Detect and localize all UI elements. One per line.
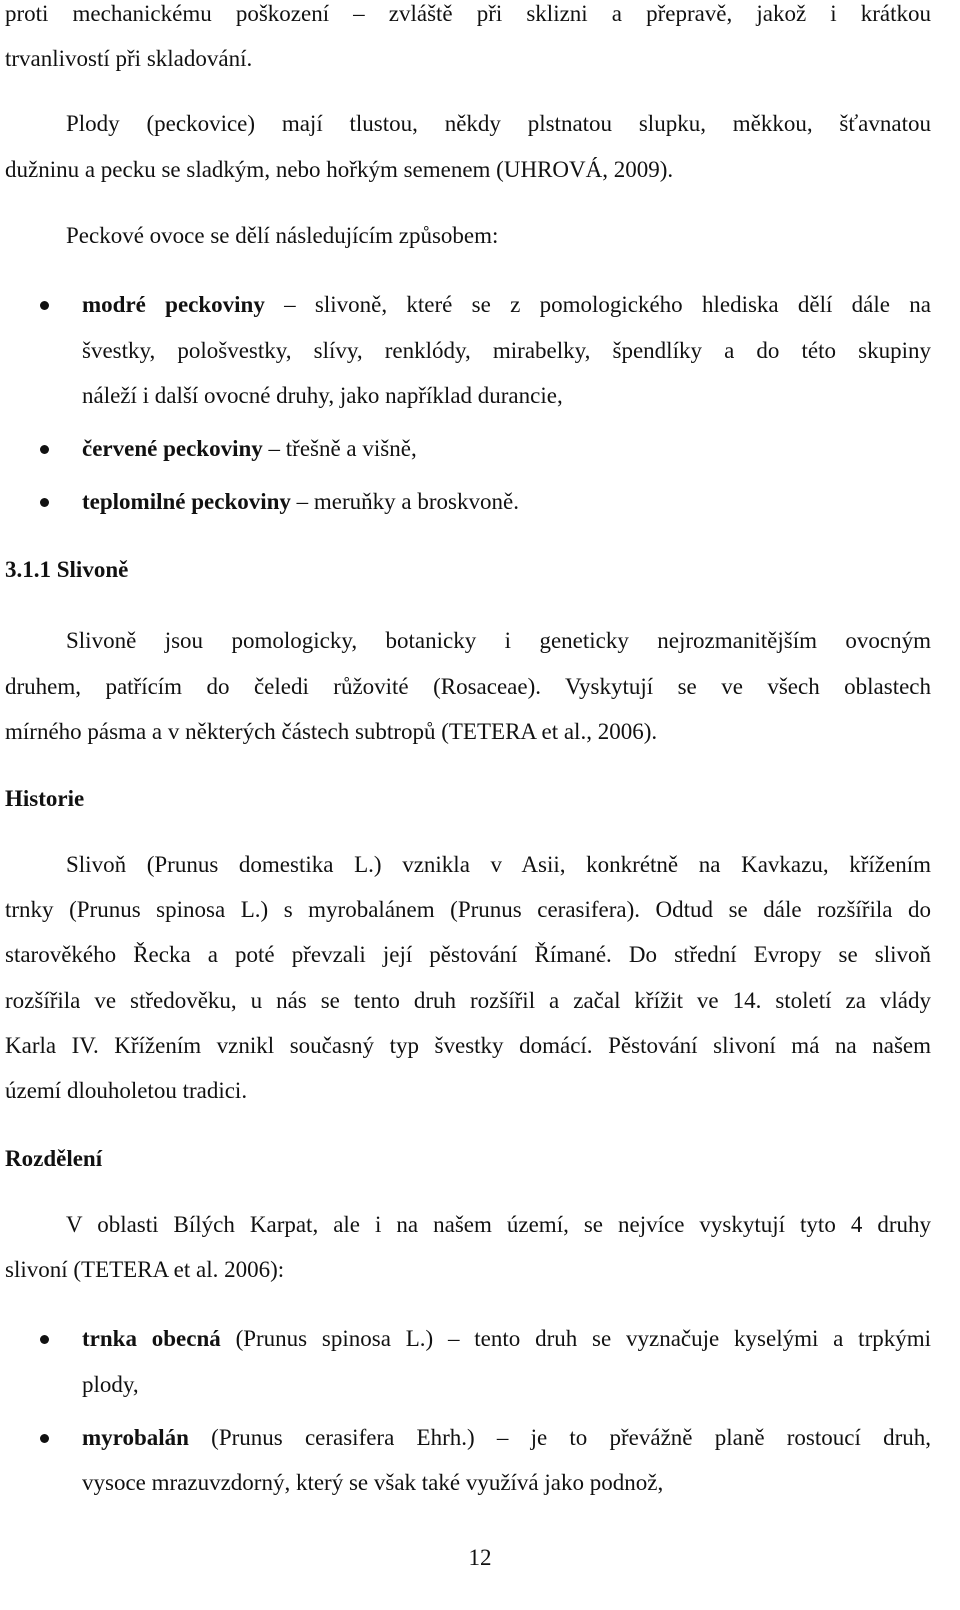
section-heading: 3.1.1 Slivoně <box>5 557 129 582</box>
list-text: – meruňky a broskvoně. <box>290 489 519 514</box>
bullet-icon <box>40 1434 49 1443</box>
list-item <box>82 1325 931 1353</box>
list-item <box>82 291 931 319</box>
list-text: – slivoně, které se z pomologického hlediska dělí dále na <box>264 292 931 317</box>
subheading-historie: Historie <box>5 786 85 811</box>
paragraph-line: rozšířila ve středověku, u nás se tento druh rozšířil a začal křížit ve 14. století za vlády <box>5 988 931 1013</box>
list-item-line: švestky, pološvestky, slívy, renklódy, mirabelky, špendlíky a do této skupiny <box>82 338 931 363</box>
paragraph-line: starověkého Řecka a poté převzali její pěstování Římané. Do střední Evropy se slivoň <box>5 942 931 967</box>
list-item <box>82 488 931 516</box>
list-term: modré peckoviny <box>82 292 265 317</box>
paragraph-line: Slivoně jsou pomologicky, botanicky i geneticky nejrozmanitějším ovocným <box>66 628 931 653</box>
list-term: červené peckoviny <box>82 436 263 461</box>
list-item <box>82 1424 931 1452</box>
list-item-line: náleží i další ovocné druhy, jako například durancie, <box>82 383 563 408</box>
paragraph-line: dužninu a pecku se sladkým, nebo hořkým semenem (UHROVÁ, 2009). <box>5 157 674 182</box>
bullet-icon <box>40 1335 49 1344</box>
paragraph-line: Slivoň (Prunus domestika L.) vznikla v Asii, konkrétně na Kavkazu, křížením <box>66 852 931 877</box>
paragraph-line: území dlouholetou tradici. <box>5 1078 248 1103</box>
paragraph-line: Plody (peckovice) mají tlustou, někdy plstnatou slupku, měkkou, šťavnatou <box>66 111 931 136</box>
list-item-line: plody, <box>82 1372 139 1397</box>
paragraph-line: mírného pásma a v některých částech subtropů (TETERA et al., 2006). <box>5 719 658 744</box>
paragraph-line: Peckové ovoce se dělí následujícím způsobem: <box>66 223 499 248</box>
subheading-rozdeleni: Rozdělení <box>5 1146 103 1171</box>
paragraph-line: V oblasti Bílých Karpat, ale i na našem území, se nejvíce vyskytují tyto 4 druhy <box>66 1212 931 1237</box>
paragraph-line: Karla IV. Křížením vznikl současný typ švestky domácí. Pěstování slivoní má na našem <box>5 1033 931 1058</box>
list-term: teplomilné peckoviny <box>82 489 291 514</box>
bullet-icon <box>40 445 49 454</box>
bullet-icon <box>40 301 49 310</box>
page-number: 12 <box>468 1545 492 1570</box>
list-text: (Prunus cerasifera Ehrh.) – je to převážně planě rostoucí druh, <box>188 1425 931 1450</box>
paragraph-line: trvanlivostí při skladování. <box>5 46 253 71</box>
paragraph-line: slivoní (TETERA et al. 2006): <box>5 1257 285 1282</box>
list-item-line: vysoce mrazuvzdorný, který se však také využívá jako podnož, <box>82 1470 664 1495</box>
list-text: (Prunus spinosa L.) – tento druh se vyznačuje kyselými a trpkými <box>220 1326 931 1351</box>
paragraph-line: proti mechanickému poškození – zvláště při sklizni a přepravě, jakož i krátkou <box>5 1 931 26</box>
paragraph-line: trnky (Prunus spinosa L.) s myrobalánem (Prunus cerasifera). Odtud se dále rozšířila do <box>5 897 931 922</box>
list-text: – třešně a višně, <box>262 436 417 461</box>
list-term: trnka obecná <box>82 1326 221 1351</box>
paragraph-line: druhem, patřícím do čeledi růžovité (Rosaceae). Vyskytují se ve všech oblastech <box>5 674 931 699</box>
bullet-icon <box>40 498 49 507</box>
list-term: myrobalán <box>82 1425 189 1450</box>
list-item <box>82 435 931 463</box>
